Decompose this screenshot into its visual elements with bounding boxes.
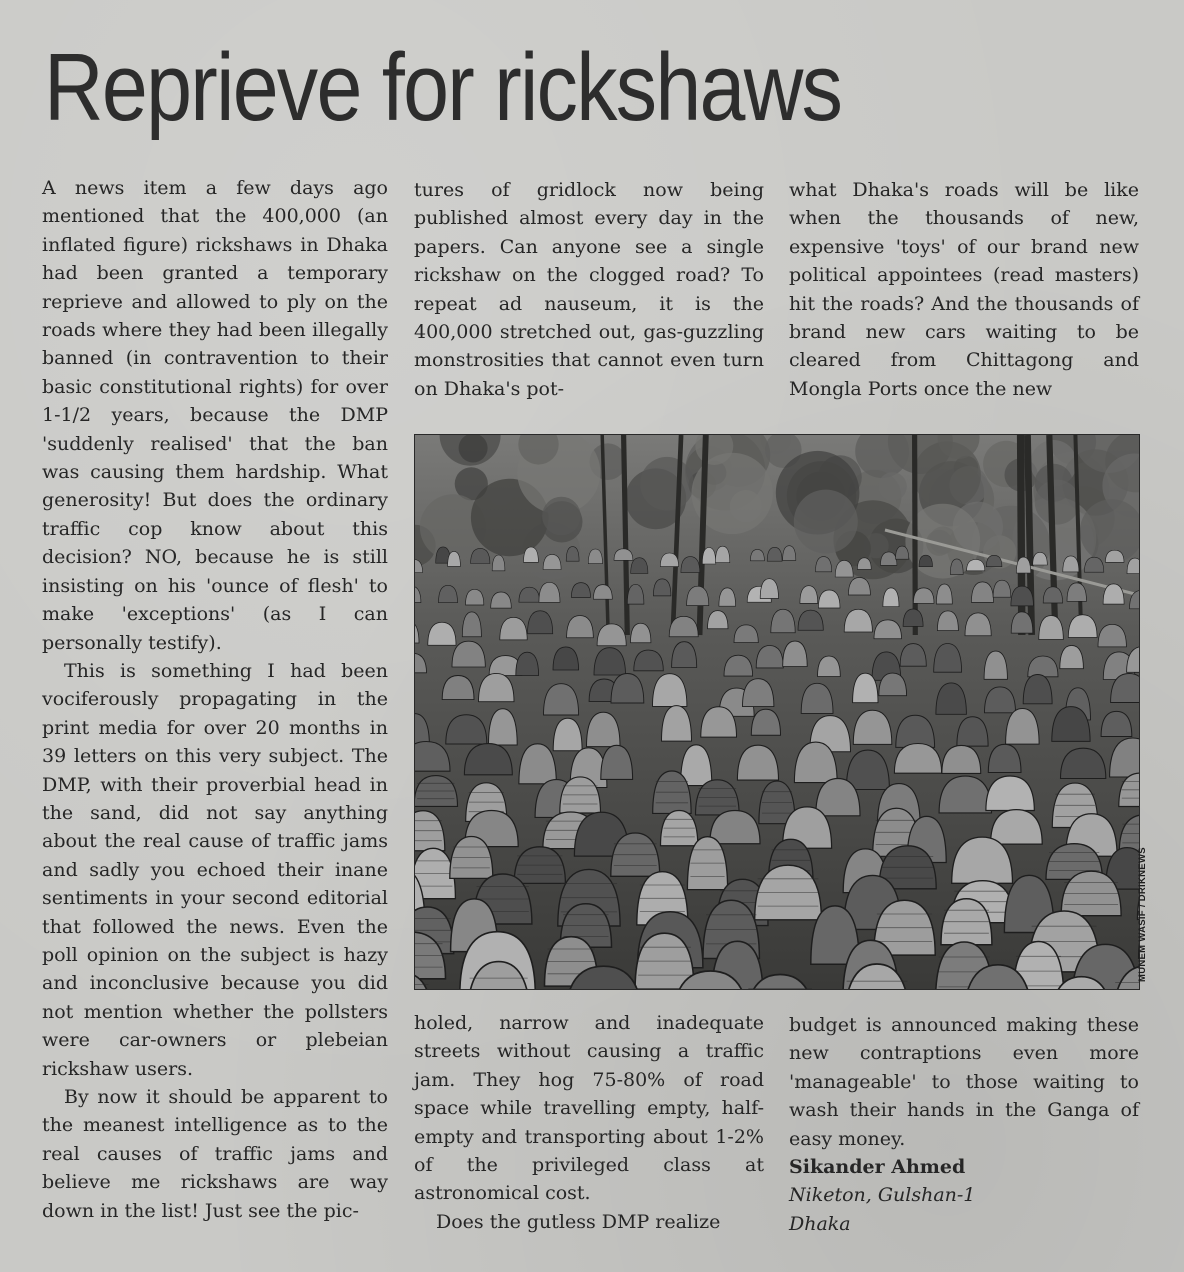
paragraph: A news item a few days ago mentioned that the 400,000 (an inflated figure) rickshaws in Dhaka had been granted a temporary reprieve and allowed to ply on the roads where they had been illegally banned (in contravention to their basic constitutional rights) for over 1-1/2 years, because the DMP 'suddenly realised' that the ban was causing them hardship. What generosity! But does the ordinary traffic cop know about this decision? NO, because he is still insisting on his 'ounce of flesh' to make 'exceptions' (as I can personally testify).: [42, 177, 388, 654]
paragraph: tures of gridlock now being published almost every day in the papers. Can anyone see a single rickshaw on the clogged road? To repeat ad nauseum, it is the 400,000 stretched out, gas-guzzling monstrosities that cannot even turn on Dhaka's pot-: [414, 179, 764, 400]
rickshaw-photo: [414, 434, 1140, 990]
article-column-2-top: [414, 176, 764, 403]
rickshaw-heap-image: [415, 435, 1139, 989]
author-address: Niketon, Gulshan-1: [789, 1184, 976, 1207]
article-column-3-bottom: [789, 1011, 1139, 1238]
paragraph: This is something I had been vociferously propagating in the print media for over 20 months in 39 letters on this very subject. The DMP, with their proverbial head in the sand, did not say anything about the real cause of traffic jams and sadly you echoed their inane sentiments in your second editorial that followed the news. Even the poll opinion on the subject is hazy and inconclusive because you did not mention whether the pollsters were car-owners or plebeian rickshaw users.: [42, 659, 388, 1080]
paragraph: Does the gutless DMP realize: [436, 1210, 721, 1233]
paragraph: holed, narrow and inadequate streets without causing a traffic jam. They hog 75-80% of road space while travelling empty, half-empty and transporting about 1-2% of the privileged class at astronomical cost.: [414, 1012, 764, 1205]
author-name: Sikander Ahmed: [789, 1156, 966, 1179]
paragraph: what Dhaka's roads will be like when the thousands of new, expensive 'toys' of our brand new political appointees (read masters) hit the roads? And the thousands of brand new cars waiting to be cleared from Chittagong and Mongla Ports once the new: [789, 179, 1139, 400]
article-column-1: [42, 174, 388, 1225]
paragraph: By now it should be apparent to the meanest intelligence as to the real causes of traffic jams and believe me rickshaws are way down in the list! Just see the pic-: [42, 1086, 388, 1222]
headline: Reprieve for rickshaws: [44, 34, 842, 141]
paragraph: budget is announced making these new contraptions even more 'manageable' to those waiting to wash their hands in the Ganga of easy money.: [789, 1014, 1139, 1150]
author-city: Dhaka: [789, 1212, 851, 1235]
article-column-3-top: [789, 176, 1139, 403]
article-column-2-bottom: [414, 1009, 764, 1236]
photo-credit: MUNEM WASIF / DRIKNEWS: [1137, 847, 1148, 982]
